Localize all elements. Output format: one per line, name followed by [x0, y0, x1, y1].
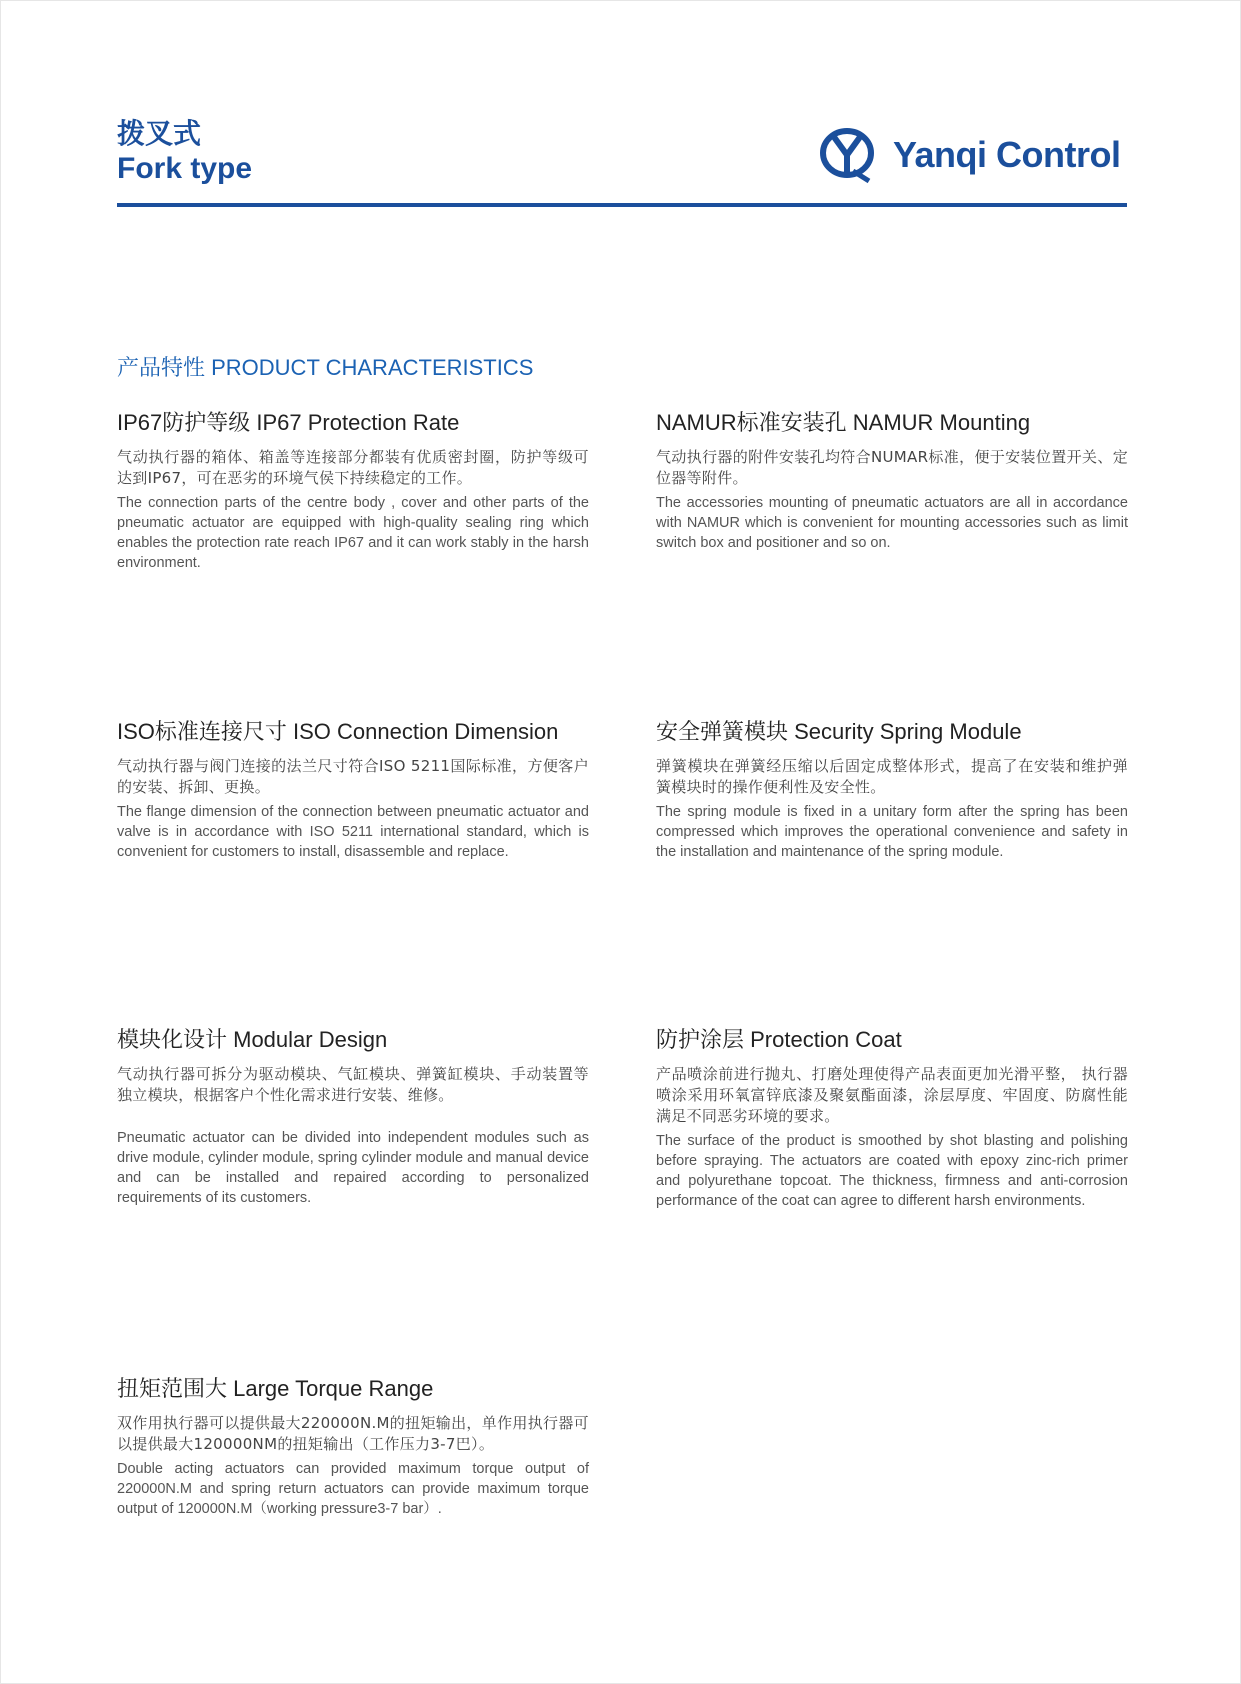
feature-description-en: Double acting actuators can provided maximum torque output of 220000N.M and spring return actuators can provide maximum torque output of 120000N.M（working pressure3-7 bar）. — [117, 1461, 589, 1517]
feature-description-cn: 产品喷涂前进行抛丸、打磨处理使得产品表面更加光滑平整， 执行器喷涂采用环氧富锌底漆及聚氨酯面漆，涂层厚度、牢固度、防腐性能满足不同恶劣环境的要求。 — [656, 1065, 1128, 1125]
feature-description-en: Pneumatic actuator can be divided into independent modules such as drive module, cylinder module, spring cylinder module and manual device and can be installed and repaired according to personalized requirements of its customers. — [117, 1130, 589, 1206]
page-title-cn: 拨叉式 — [117, 117, 202, 150]
feature-iso — [117, 718, 589, 862]
feature-description-en: The flange dimension of the connection between pneumatic actuator and valve is in accordance with ISO 5211 international standard, which is convenient for customers to install, disassemble and replace. — [117, 804, 589, 860]
feature-ip67 — [117, 409, 589, 573]
feature-title: 防护涂层 Protection Coat — [656, 1027, 902, 1052]
feature-protection-coat — [656, 1026, 1128, 1211]
feature-torque-range — [117, 1375, 589, 1519]
feature-description-en: The spring module is fixed in a unitary form after the spring has been compressed which improves the operational convenience and safety in the installation and maintenance of the spring module. — [656, 804, 1128, 860]
feature-title: IP67防护等级 IP67 Protection Rate — [117, 410, 460, 435]
feature-spring-module — [656, 718, 1128, 862]
feature-title: ISO标准连接尺寸 ISO Connection Dimension — [117, 719, 559, 744]
feature-title: 安全弹簧模块 Security Spring Module — [656, 719, 1022, 744]
brand-logo — [817, 125, 1121, 185]
feature-title: NAMUR标准安装孔 NAMUR Mounting — [656, 410, 1031, 435]
feature-modular-design — [117, 1026, 589, 1208]
feature-title: 扭矩范围大 Large Torque Range — [117, 1376, 434, 1401]
feature-description-cn: 气动执行器的附件安装孔均符合NUMAR标准，便于安装位置开关、定位器等附件。 — [656, 448, 1128, 487]
feature-description-cn: 气动执行器的箱体、箱盖等连接部分都装有优质密封圈，防护等级可达到IP67，可在恶劣的环境气侯下持续稳定的工作。 — [117, 448, 589, 487]
feature-description-cn: 双作用执行器可以提供最大220000N.M的扭矩输出，单作用执行器可以提供最大120000NM的扭矩输出（工作压力3-7巴）。 — [117, 1414, 589, 1453]
feature-description-cn: 气动执行器与阀门连接的法兰尺寸符合ISO 5211国际标准，方便客户的安装、拆卸、更换。 — [117, 757, 589, 796]
feature-description-cn: 弹簧模块在弹簧经压缩以后固定成整体形式，提高了在安装和维护弹簧模块时的操作便利性及安全性。 — [656, 757, 1128, 796]
feature-description-cn: 气动执行器可拆分为驱动模块、气缸模块、弹簧缸模块、手动装置等独立模块，根据客户个性化需求进行安装、维修。 — [117, 1065, 589, 1104]
section-heading: 产品特性 PRODUCT CHARACTERISTICS — [117, 355, 534, 380]
page-title — [117, 117, 252, 187]
feature-description-en: The connection parts of the centre body , cover and other parts of the pneumatic actuator are equipped with high-quality sealing ring which enables the protection rate reach IP67 and it can work stably in the harsh environment. — [117, 495, 589, 571]
yq-emblem-icon — [817, 125, 881, 185]
brand-name: Yanqi Control — [893, 134, 1121, 175]
feature-description-en: The accessories mounting of pneumatic actuators are all in accordance with NAMUR which is convenient for mounting accessories such as limit switch box and positioner and so on. — [656, 495, 1128, 551]
feature-title: 模块化设计 Modular Design — [117, 1027, 388, 1052]
feature-namur — [656, 409, 1128, 553]
feature-description-en: The surface of the product is smoothed by shot blasting and polishing before spraying. The actuators are coated with epoxy zinc-rich primer and polyurethane topcoat. The thickness, firmness and anti-corrosion performance of the coat can agree to different harsh environments. — [656, 1133, 1128, 1209]
header-divider — [117, 203, 1127, 207]
page-title-en: Fork type — [117, 152, 253, 185]
